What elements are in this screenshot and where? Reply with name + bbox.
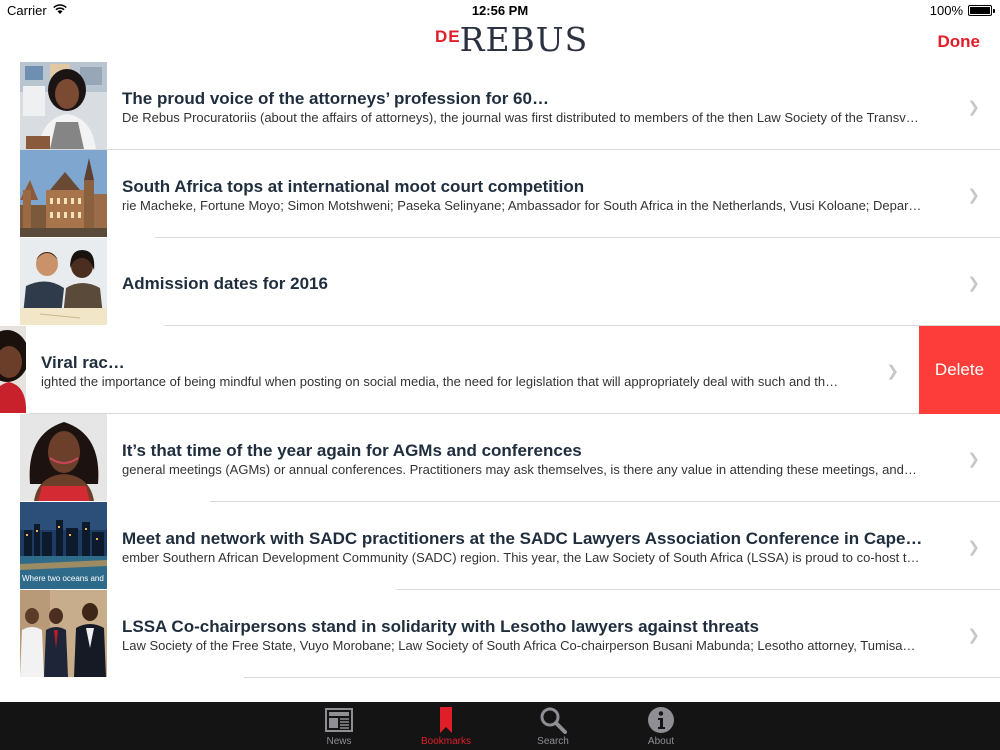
- chevron-right-icon: ❯: [967, 187, 980, 204]
- list-item[interactable]: [0, 414, 1000, 502]
- battery-percent: 100%: [929, 3, 963, 18]
- article-thumbnail: [0, 326, 26, 413]
- tab-bookmarks[interactable]: [406, 702, 486, 750]
- status-right: [930, 3, 992, 18]
- tab-bar: [0, 702, 1000, 750]
- tab-about[interactable]: [621, 702, 701, 750]
- chevron-right-icon: ❯: [886, 363, 899, 380]
- done-button[interactable]: Done: [937, 32, 980, 51]
- article-title: Viral rac…: [41, 353, 125, 372]
- article-summary: De Rebus Procuratoriis (about the affairs of attorneys), the journal was first distributed to members of the then Law Society of the Transv…: [122, 110, 919, 125]
- tab-label: News: [326, 736, 352, 747]
- list-item[interactable]: [0, 238, 1000, 326]
- battery-icon: [968, 5, 992, 16]
- list-item-swiped[interactable]: [0, 326, 1000, 414]
- article-title: Admission dates for 2016: [122, 274, 328, 293]
- info-icon: [647, 706, 675, 734]
- article-thumbnail: [20, 590, 107, 677]
- list-item-content[interactable]: [0, 238, 1000, 326]
- carrier-label: Carrier: [7, 3, 47, 18]
- tab-label: About: [647, 736, 675, 747]
- list-item-content[interactable]: [0, 326, 919, 414]
- chevron-right-icon: ❯: [967, 451, 980, 468]
- status-time: 12:56 PM: [471, 3, 529, 18]
- chevron-right-icon: ❯: [967, 539, 980, 556]
- article-summary: general meetings (AGMs) or annual conferences. Practitioners may ask themselves, is there any value in attending these meetings, and…: [122, 462, 917, 477]
- chevron-right-icon: ❯: [967, 627, 980, 644]
- tab-search[interactable]: [513, 702, 593, 750]
- chevron-right-icon: ❯: [967, 99, 980, 116]
- article-thumbnail: [20, 238, 107, 325]
- article-title: The proud voice of the attorneys’ profession for 60…: [122, 89, 549, 108]
- tab-news[interactable]: [299, 702, 379, 750]
- list-item[interactable]: [0, 590, 1000, 678]
- nav-bar: [0, 20, 1000, 62]
- de-rebus-logo: [435, 20, 589, 59]
- search-icon: [539, 706, 567, 734]
- article-title: Meet and network with SADC practitioners at the SADC Lawyers Association Conference in Cape…: [122, 529, 923, 548]
- article-thumbnail: [20, 150, 107, 237]
- list-item[interactable]: [0, 62, 1000, 150]
- tab-label: Bookmarks: [420, 736, 471, 747]
- list-item-content[interactable]: [0, 590, 1000, 678]
- list-item-content[interactable]: [0, 414, 1000, 502]
- article-summary: rie Macheke, Fortune Moyo; Simon Motshweni; Paseka Selinyane; Ambassador for South Africa in the Netherlands, Vusi Koloane; Depar…: [122, 198, 922, 213]
- article-title: South Africa tops at international moot court competition: [122, 177, 585, 196]
- bookmarks-list: [0, 62, 1000, 702]
- newspaper-icon: [325, 706, 353, 734]
- article-summary: ighted the importance of being mindful when posting on social media, the need for legislation that will appropriately deal with such and th…: [41, 374, 839, 389]
- thumbnail-caption: Where two oceans and: [22, 574, 104, 583]
- list-item[interactable]: [0, 150, 1000, 238]
- delete-button[interactable]: Delete: [919, 326, 1000, 414]
- list-item-content[interactable]: [0, 62, 1000, 150]
- article-thumbnail: [20, 502, 107, 589]
- bookmark-icon: [432, 706, 460, 734]
- battery-fill: [970, 7, 990, 14]
- tab-label: Search: [537, 736, 569, 747]
- list-item-content[interactable]: [0, 150, 1000, 238]
- article-thumbnail: [20, 62, 107, 149]
- list-item[interactable]: [0, 502, 1000, 590]
- row-separator: [244, 677, 1000, 678]
- article-summary: ember Southern African Development Community (SADC) region. This year, the Law Society of South Africa (LSSA) is proud to co-host t…: [122, 550, 920, 565]
- article-summary: Law Society of the Free State, Vuyo Morobane; Law Society of South Africa Co-chairperson Busani Mabunda; Lesotho attorney, Tumisa…: [122, 638, 916, 653]
- status-bar: [0, 0, 1000, 20]
- list-item-content[interactable]: [0, 502, 1000, 590]
- logo-prefix: DE: [435, 27, 461, 46]
- chevron-right-icon: ❯: [967, 275, 980, 292]
- article-title: LSSA Co-chairpersons stand in solidarity with Lesotho lawyers against threats: [122, 617, 760, 636]
- logo-name: REBUS: [459, 20, 589, 59]
- article-title: It’s that time of the year again for AGMs and conferences: [122, 441, 582, 460]
- article-thumbnail: [20, 414, 107, 501]
